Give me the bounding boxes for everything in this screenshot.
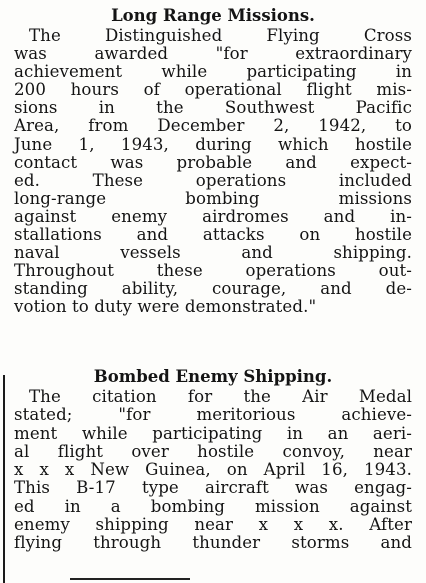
text-line: The citation for the Air Medal: [29, 387, 412, 406]
text-line: June 1, 1943, during which hostile: [14, 134, 412, 154]
text-line: sions in the Southwest Pacific: [14, 98, 412, 118]
text-line: stallations and attacks on hostile: [14, 225, 412, 245]
text-line: ment while participating in an aeri-: [14, 423, 412, 443]
text-line: x x x New Guinea, on April 16, 1943.: [14, 460, 412, 480]
text-line: ed. These operations included: [14, 170, 412, 190]
section-heading-long-range-missions: Long Range Missions.: [111, 6, 315, 25]
text-line: The Distinguished Flying Cross: [29, 26, 412, 45]
section-heading-bombed-enemy-shipping: Bombed Enemy Shipping.: [93, 367, 333, 386]
text-line: standing ability, courage, and de-: [14, 279, 412, 299]
text-line: al flight over hostile convoy, near: [14, 441, 412, 461]
text-line: enemy shipping near x x x. After: [14, 515, 412, 535]
text-line: was awarded "for extraordinary: [14, 44, 412, 64]
text-line: long-range bombing missions: [14, 188, 412, 208]
text-line: achievement while participating in: [14, 62, 412, 82]
column-rule: [3, 375, 5, 583]
text-line: contact was probable and expect-: [14, 152, 412, 172]
text-line: This B-17 type aircraft was engag-: [14, 478, 412, 498]
text-line: ed in a bombing mission against: [14, 496, 412, 516]
cropped-text-fragment: [70, 578, 190, 583]
text-line: stated; "for meritorious achieve-: [14, 405, 412, 425]
text-line: Throughout these operations out-: [14, 261, 412, 281]
text-line: Area, from December 2, 1942, to: [14, 116, 412, 136]
section-body-long-range-missions: [14, 27, 412, 317]
text-line: flying through thunder storms and: [14, 533, 412, 553]
text-line: against enemy airdromes and in-: [14, 206, 412, 226]
section-body-bombed-enemy-shipping: [14, 388, 412, 553]
text-line: votion to duty were demonstrated.": [14, 297, 317, 317]
text-line: 200 hours of operational flight mis-: [14, 80, 412, 100]
text-line: naval vessels and shipping.: [14, 243, 412, 263]
